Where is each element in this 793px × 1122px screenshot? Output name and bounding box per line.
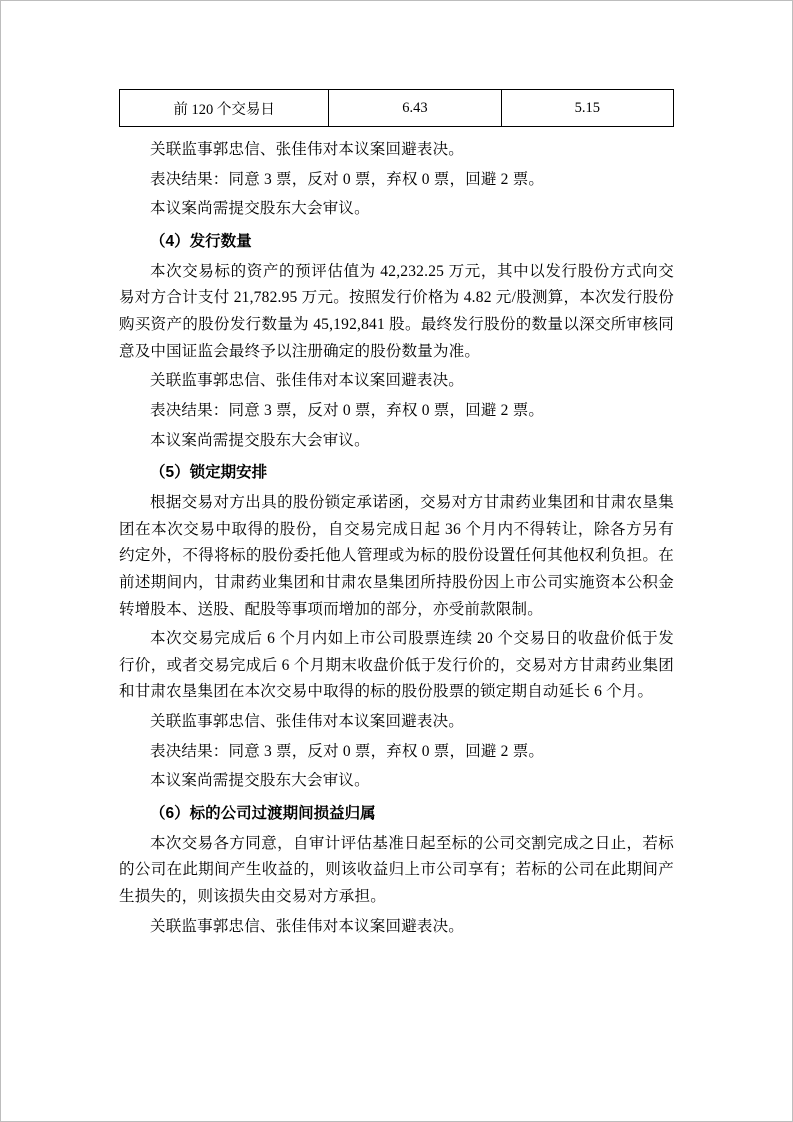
paragraph: 表决结果：同意 3 票，反对 0 票，弃权 0 票，回避 2 票。 [150,170,545,188]
paragraph: 本议案尚需提交股东大会审议。 [150,200,370,218]
trading-price-table [119,89,674,127]
paragraph: 关联监事郭忠信、张佳伟对本议案回避表决。 [150,141,465,158]
paragraph: 关联监事郭忠信、张佳伟对本议案回避表决。 [150,917,465,935]
table-cell-period: 前 120 个交易日 [120,90,329,127]
paragraph: 本次交易标的资产的预评估值为 42,232.25 万元，其中以发行股份方式向交易对方合计支付 21,782.95 万元。按照发行价格为 4.82 元/股测算，本次发行股份购买资产的股份发行数量为 45,192,841 股。最终发行股份的数量以深交所审核同意及中国证监会最终予以注册确定的股份数量为准。 [119,262,674,360]
paragraph: 本议案尚需提交股东大会审议。 [150,772,370,790]
paragraph: 本次交易完成后 6 个月内如上市公司股票连续 20 个交易日的收盘价低于发行价，或者交易完成后 6 个月期末收盘价低于发行价的，交易对方甘肃药业集团和甘肃农垦集团在本次交易中取得的标的股份股票的锁定期自动延长 6 个月。 [119,630,674,701]
section-heading: （5）锁定期安排 [150,464,268,482]
table-row [120,90,674,127]
table-cell-value2: 5.15 [501,90,673,127]
section-heading: （4）发行数量 [150,232,252,250]
section-heading: （6）标的公司过渡期间损益归属 [150,805,376,823]
paragraph: 本议案尚需提交股东大会审议。 [150,431,370,449]
paragraph: 根据交易对方出具的股份锁定承诺函，交易对方甘肃药业集团和甘肃农垦集团在本次交易中取得的股份，自交易完成日起 36 个月内不得转让，除各方另有约定外，不得将标的股份委托他人管理或为标的股份设置任何其他权利负担。在前述期间内，甘肃药业集团和甘肃农垦集团所持股份因上市公司实施资本公积金转增股本、送股、配股等事项而增加的部分，亦受前款限制。 [119,493,674,618]
document-body [119,137,674,940]
paragraph: 表决结果：同意 3 票，反对 0 票，弃权 0 票，回避 2 票。 [150,401,545,419]
paragraph: 关联监事郭忠信、张佳伟对本议案回避表决。 [150,713,465,731]
paragraph: 关联监事郭忠信、张佳伟对本议案回避表决。 [150,372,465,390]
table-cell-value1: 6.43 [329,90,501,127]
paragraph: 表决结果：同意 3 票，反对 0 票，弃权 0 票，回避 2 票。 [150,742,545,760]
paragraph: 本次交易各方同意，自审计评估基准日起至标的公司交割完成之日止，若标的公司在此期间产生收益的，则该收益归上市公司享有；若标的公司在此期间产生损失的，则该损失由交易对方承担。 [119,834,674,906]
